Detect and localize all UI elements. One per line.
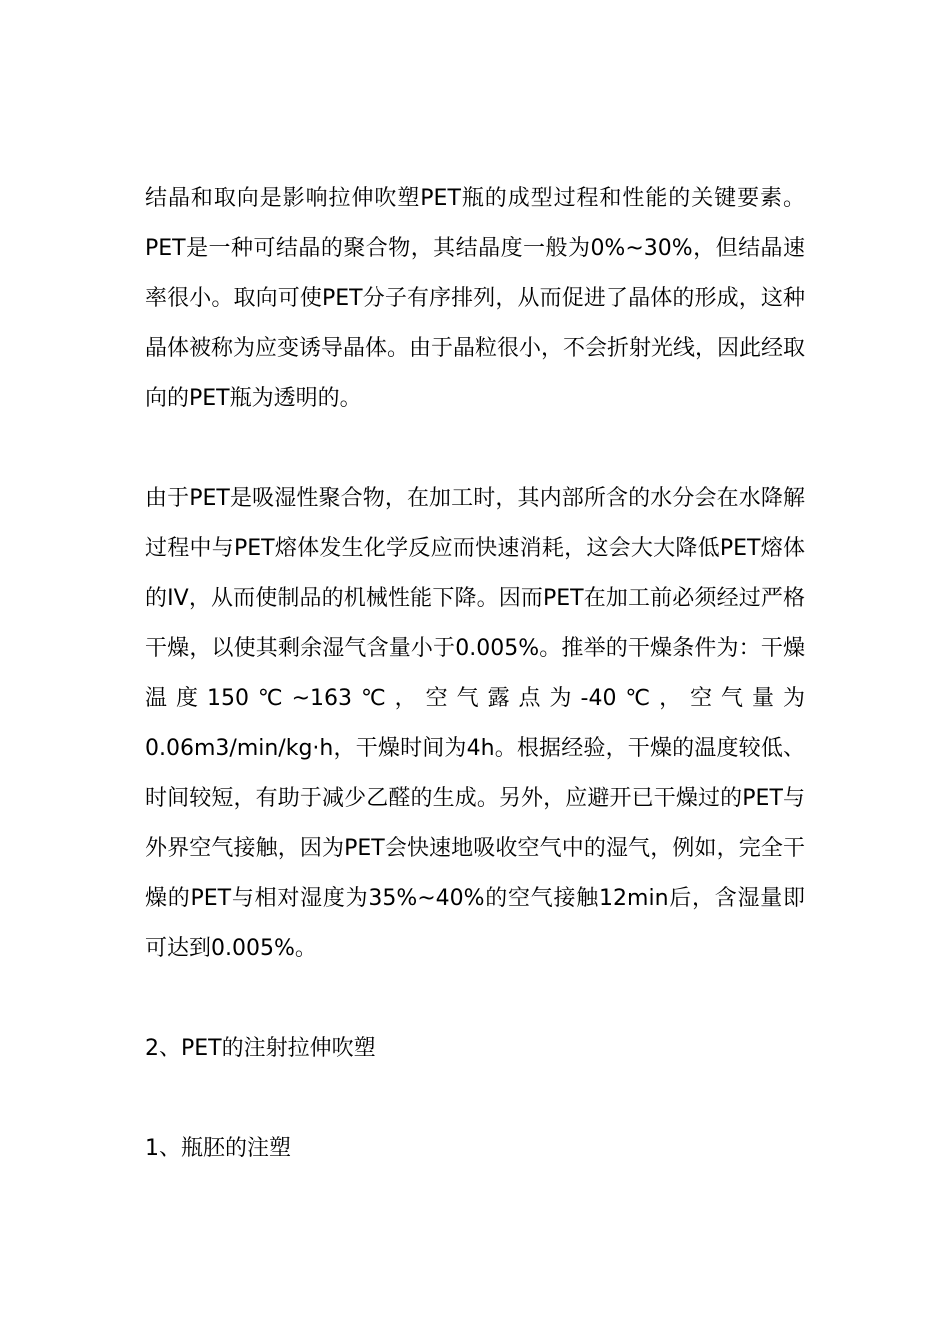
paragraph-spacer [145, 974, 805, 1024]
subsection-heading: 1、瓶胚的注塑 [145, 1136, 291, 1161]
document-body [145, 174, 805, 1174]
paragraph-spacer [145, 1074, 805, 1124]
section-heading: 2、PET的注射拉伸吹塑 [145, 1036, 376, 1061]
paragraph-drying: 由于PET是吸湿性聚合物，在加工时，其内部所含的水分会在水降解过程中与PET熔体发生化学反应而快速消耗，这会大大降低PET熔体的IV，从而使制品的机械性能下降。因而PET在加工前必须经过严格干燥，以使其剩余湿气含量小于0.005%。推举的干燥条件为：干燥温度150℃~163℃，空气露点为-40℃，空气量为0.06m3/min/kg·h，干燥时间为4h。根据经验，干燥的温度较低、时间较短，有助于减少乙醛的生成。另外，应避开已干燥过的PET与外界空气接触，因为PET会快速地吸收空气中的湿气，例如，完全干燥的PET与相对湿度为35%~40%的空气接触12min后，含湿量即可达到0.005%。 [145, 486, 805, 961]
paragraph-crystallization: 结晶和取向是影响拉伸吹塑PET瓶的成型过程和性能的关键要素。PET是一种可结晶的聚合物，其结晶度一般为0%~30%，但结晶速率很小。取向可使PET分子有序排列，从而促进了晶体的形成，这种晶体被称为应变诱导晶体。由于晶粒很小，不会折射光线，因此经取向的PET瓶为透明的。 [145, 186, 806, 411]
paragraph-spacer [145, 424, 805, 474]
